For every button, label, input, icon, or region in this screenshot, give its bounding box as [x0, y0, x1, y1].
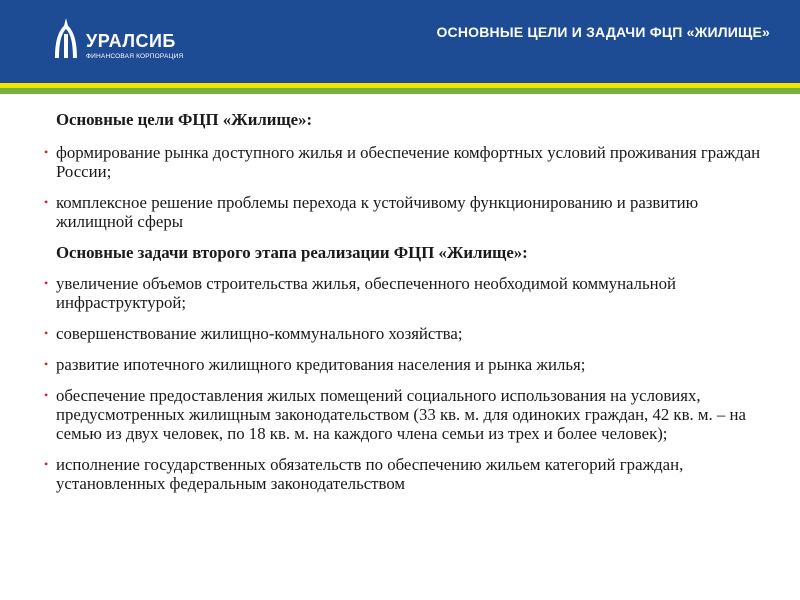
bullet-dot-icon: • — [44, 457, 49, 471]
task-item — [44, 355, 774, 374]
logo-name: УРАЛСИБ — [86, 31, 176, 51]
page-title: ОСНОВНЫЕ ЦЕЛИ И ЗАДАЧИ ФЦП «ЖИЛИЩЕ» — [436, 24, 770, 40]
header-stripe-green — [0, 88, 800, 94]
task-item — [44, 274, 774, 312]
logo-subtitle: ФИНАНСОВАЯ КОРПОРАЦИЯ — [86, 53, 184, 60]
task-item — [44, 324, 774, 343]
task-item — [44, 455, 774, 493]
uralsib-logo — [52, 18, 192, 64]
task-item — [44, 386, 774, 443]
bullet-dot-icon: • — [44, 145, 49, 159]
slide-content — [44, 110, 774, 505]
tasks-heading: Основные задачи второго этапа реализации ФЦП «Жилище»: — [56, 243, 528, 262]
bullet-dot-icon: • — [44, 357, 49, 371]
task-item-text: обеспечение предоставления жилых помещений социального использования на условиях, предусмотренных жилищным законодательством (33 кв. м. для одиноких граждан, 42 кв. м. – на семью из двух человек, по 18 кв. м. на каждого члена семьи из трех и более человек); — [56, 386, 746, 443]
bullet-dot-icon: • — [44, 276, 49, 290]
goal-item — [44, 143, 774, 181]
task-item-text: развитие ипотечного жилищного кредитования населения и рынка жилья; — [56, 355, 586, 374]
uralsib-emblem-icon — [52, 18, 80, 62]
bullet-dot-icon: • — [44, 388, 49, 402]
task-item-text: исполнение государственных обязательств по обеспечению жильем категорий граждан, установленных федеральным законодательством — [56, 455, 684, 493]
goal-item — [44, 193, 774, 231]
goal-item-text: формирование рынка доступного жилья и обеспечение комфортных условий проживания граждан России; — [56, 143, 761, 181]
task-item-text: увеличение объемов строительства жилья, обеспеченного необходимой коммунальной инфраструктурой; — [56, 274, 677, 312]
bullet-dot-icon: • — [44, 326, 49, 340]
goal-item-text: комплексное решение проблемы перехода к устойчивому функционированию и развитию жилищной сферы — [56, 193, 699, 231]
bullet-dot-icon: • — [44, 195, 49, 209]
goals-heading: Основные цели ФЦП «Жилище»: — [56, 110, 313, 129]
task-item-text: совершенствование жилищно-коммунального хозяйства; — [56, 324, 463, 343]
